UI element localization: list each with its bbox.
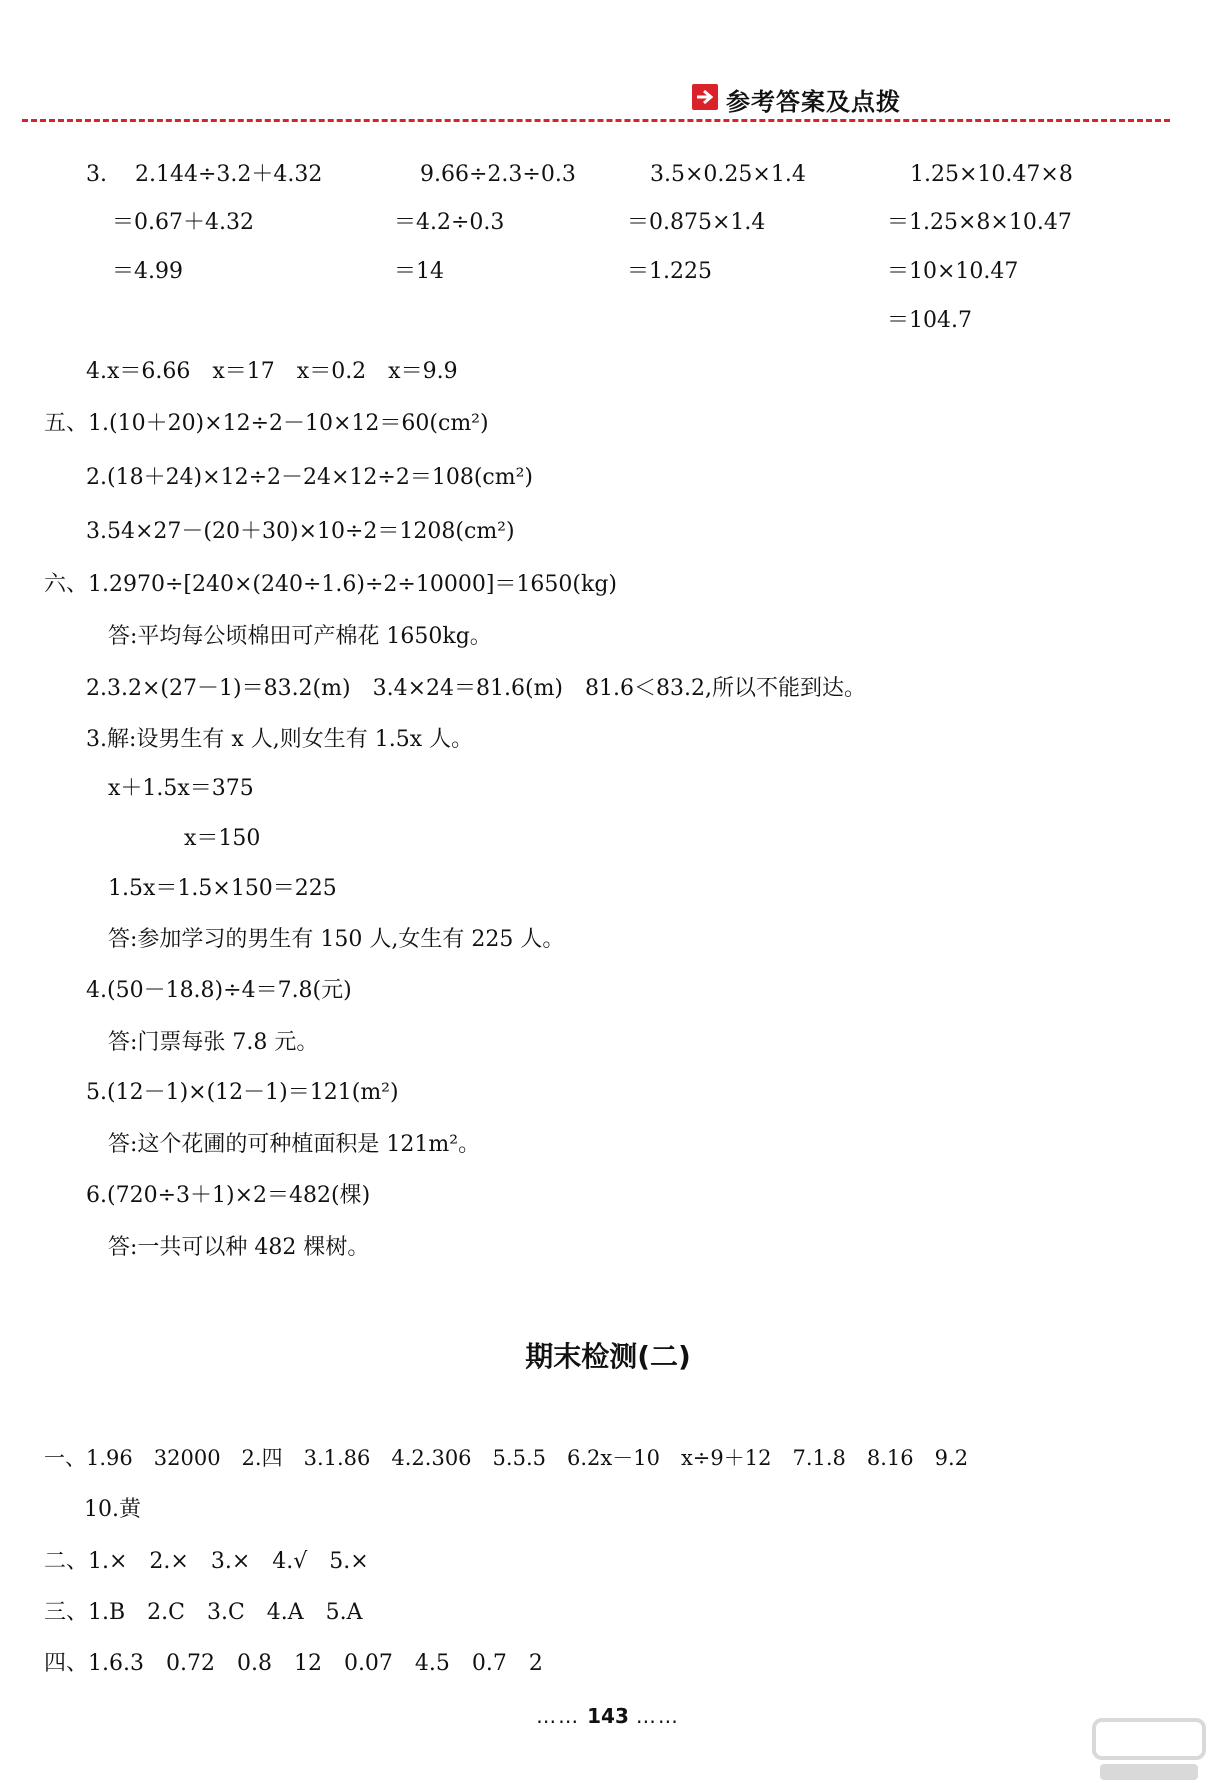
calc-line: ＝10×10.47 (887, 259, 1019, 284)
calc-line: 9.66÷2.3÷0.3 (420, 162, 576, 187)
calc-line: 1.25×10.47×8 (910, 162, 1073, 187)
equation-line: x＝150 (184, 826, 261, 851)
calc-line: ＝14 (394, 259, 444, 284)
answer-line: 5.(12－1)×(12－1)＝121(m²) (86, 1080, 399, 1105)
answer-line: 4.(50－18.8)÷4＝7.8(元) (86, 978, 352, 1003)
answer-line: 3.54×27－(20＋30)×10÷2＝1208(cm²) (86, 519, 515, 544)
calc-line: 3.5×0.25×1.4 (650, 162, 806, 187)
answer-line: 三、1.B 2.C 3.C 4.A 5.A (44, 1600, 363, 1625)
calc-line: ＝4.99 (112, 259, 183, 284)
watermark-logo-icon (1090, 1714, 1208, 1786)
calc-line: 2.144÷3.2＋4.32 (135, 162, 323, 187)
answer-line: 五、1.(10＋20)×12÷2－10×12＝60(cm²) (44, 411, 489, 436)
answer-line: 答:参加学习的男生有 150 人,女生有 225 人。 (108, 927, 565, 952)
header-title: 参考答案及点拨 (726, 88, 901, 116)
calc-line: ＝1.25×8×10.47 (887, 210, 1072, 235)
calc-line: ＝0.67＋4.32 (112, 210, 254, 235)
equation-line: 1.5x＝1.5×150＝225 (108, 876, 337, 901)
footer-dots-left: …… (536, 1704, 581, 1728)
page-number: 143 (587, 1704, 629, 1728)
header-divider (22, 119, 1170, 122)
footer-dots-right: …… (635, 1704, 680, 1728)
answer-line: 六、1.2970÷[240×(240÷1.6)÷2÷10000]＝1650(kg) (44, 572, 617, 597)
equation-line: x＋1.5x＝375 (108, 776, 254, 801)
answer-line: 6.(720÷3＋1)×2＝482(棵) (86, 1183, 371, 1208)
calc-line: ＝0.875×1.4 (627, 210, 766, 235)
item-number: 3. (86, 162, 107, 187)
answer-line: 一、1.96 32000 2.四 3.1.86 4.2.306 5.5.5 6.2x－10 x÷9＋12 7.1.8 8.16 9.2 (44, 1446, 969, 1470)
calc-line: ＝1.225 (627, 259, 712, 284)
section-title: 期末检测(二) (525, 1340, 691, 1373)
answer-line: 答:一共可以种 482 棵树。 (108, 1235, 370, 1260)
answer-line: 答:门票每张 7.8 元。 (108, 1030, 319, 1055)
answer-line: 二、1.× 2.× 3.× 4.√ 5.× (44, 1549, 369, 1574)
arrow-right-icon (692, 84, 718, 110)
answer-line: 4.x＝6.66 x＝17 x＝0.2 x＝9.9 (86, 359, 458, 384)
answer-line: 10.黄 (84, 1497, 141, 1522)
answer-line: 2.3.2×(27－1)＝83.2(m) 3.4×24＝81.6(m) 81.6＜83.2,所以不能到达。 (86, 676, 866, 701)
calc-line: ＝104.7 (887, 308, 972, 333)
answer-line: 答:这个花圃的可种植面积是 121m²。 (108, 1132, 481, 1157)
calc-line: ＝4.2÷0.3 (394, 210, 505, 235)
answer-line: 四、1.6.3 0.72 0.8 12 0.07 4.5 0.7 2 (44, 1651, 543, 1676)
page-footer (0, 1704, 1216, 1728)
answer-line: 答:平均每公顷棉田可产棉花 1650kg。 (108, 624, 492, 649)
answer-line: 3.解:设男生有 x 人,则女生有 1.5x 人。 (86, 727, 474, 752)
answer-line: 2.(18＋24)×12÷2－24×12÷2＝108(cm²) (86, 465, 534, 490)
